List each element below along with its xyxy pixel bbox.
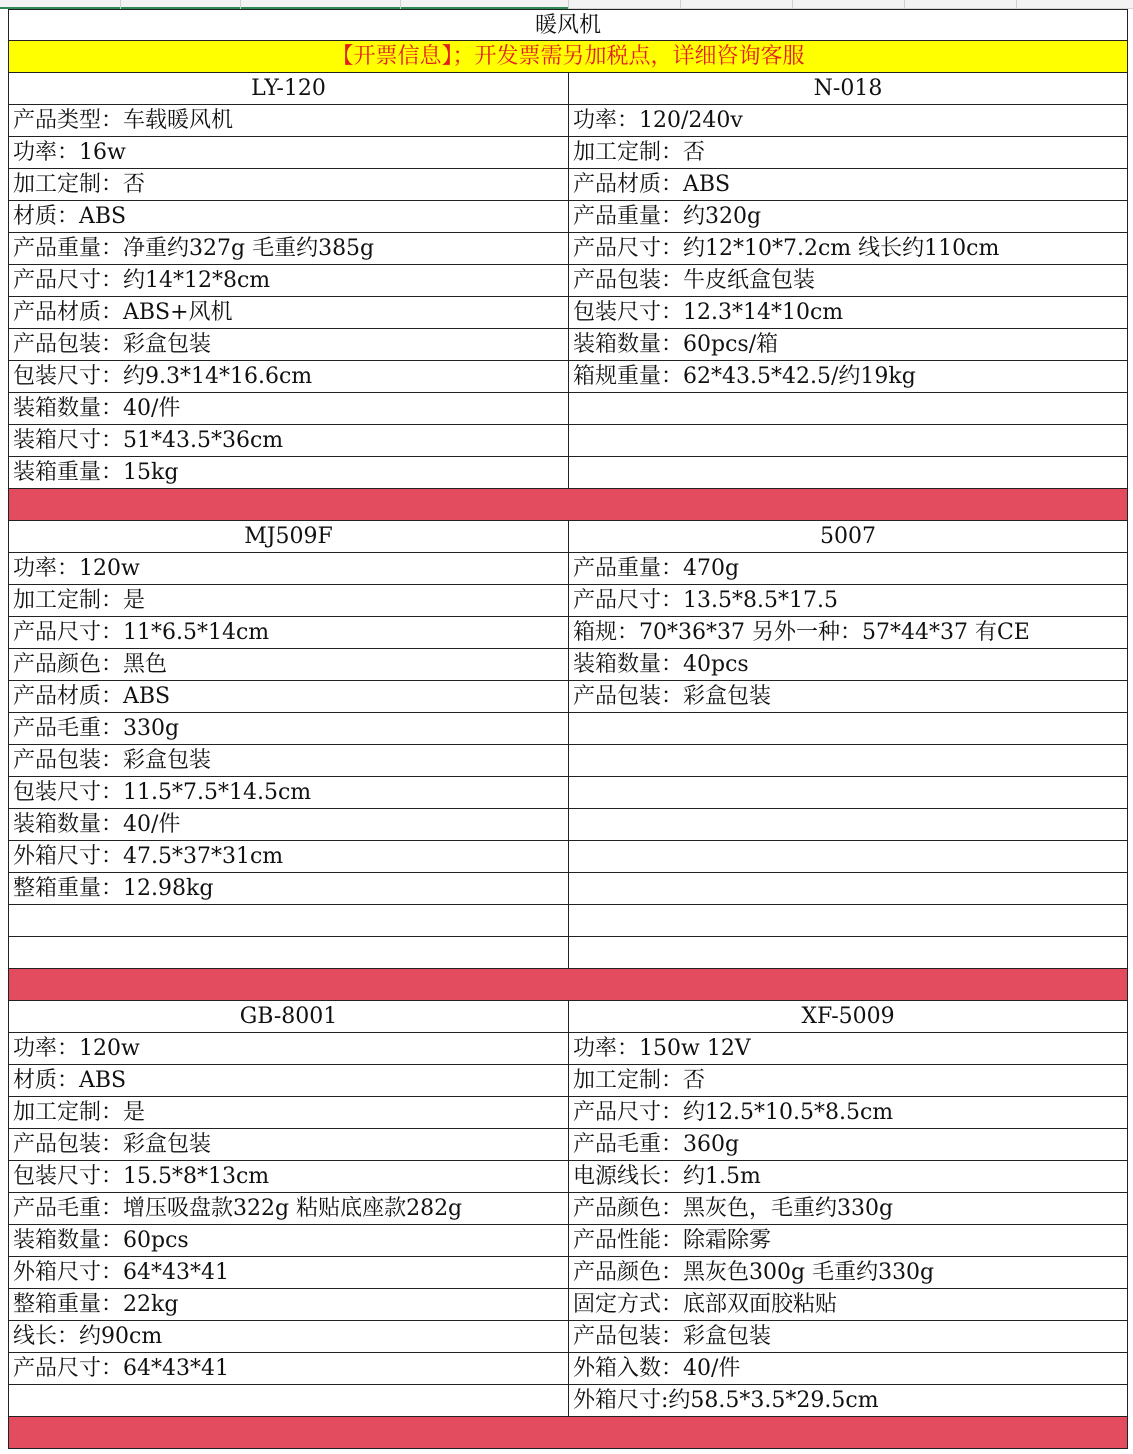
spec-cell[interactable]: 装箱数量：60pcs xyxy=(8,1225,568,1256)
spec-cell[interactable]: 产品尺寸：约12.5*10.5*8.5cm xyxy=(568,1097,1128,1128)
spec-cell[interactable]: 产品尺寸：约12*10*7.2cm 线长约110cm xyxy=(568,233,1128,264)
spec-cell[interactable]: 产品毛重：增压吸盘款322g 粘贴底座款282g xyxy=(8,1193,568,1224)
spec-cell[interactable] xyxy=(568,873,1128,904)
spec-cell[interactable]: 箱规：70*36*37 另外一种：57*44*37 有CE xyxy=(568,617,1128,648)
column-divider xyxy=(904,0,905,9)
spec-cell[interactable] xyxy=(8,905,568,936)
spec-row xyxy=(8,745,1128,777)
spec-cell[interactable]: 整箱重量：22kg xyxy=(8,1289,568,1320)
section-separator-row xyxy=(8,489,1128,521)
spec-row xyxy=(8,297,1128,329)
spec-cell[interactable]: 产品包装：彩盒包装 xyxy=(8,745,568,776)
spec-cell[interactable]: 包装尺寸：12.3*14*10cm xyxy=(568,297,1128,328)
spec-cell[interactable]: 产品性能：除霜除雾 xyxy=(568,1225,1128,1256)
spec-cell[interactable]: 产品材质：ABS+风机 xyxy=(8,297,568,328)
spec-cell[interactable]: 加工定制：否 xyxy=(568,137,1128,168)
spec-cell[interactable]: 装箱数量：40/件 xyxy=(8,393,568,424)
spec-row xyxy=(8,1289,1128,1321)
section-separator-row xyxy=(8,1417,1128,1449)
spec-cell[interactable]: 材质：ABS xyxy=(8,1065,568,1096)
spec-cell[interactable]: 功率：120/240v xyxy=(568,105,1128,136)
spec-row xyxy=(8,809,1128,841)
spec-row xyxy=(8,681,1128,713)
spec-cell[interactable]: 产品毛重：330g xyxy=(8,713,568,744)
spec-row xyxy=(8,1161,1128,1193)
spec-cell[interactable]: 装箱重量：15kg xyxy=(8,457,568,488)
model-name-cell[interactable]: LY-120 xyxy=(8,73,568,104)
spec-cell[interactable]: 产品类型：车载暖风机 xyxy=(8,105,568,136)
model-header-row xyxy=(8,1001,1128,1033)
spec-row xyxy=(8,329,1128,361)
spec-cell[interactable]: 线长：约90cm xyxy=(8,1321,568,1352)
spec-cell[interactable] xyxy=(568,809,1128,840)
model-name-cell[interactable]: 5007 xyxy=(568,521,1128,552)
spec-row xyxy=(8,137,1128,169)
spec-row xyxy=(8,1321,1128,1353)
separator-band xyxy=(8,489,1128,520)
spec-row xyxy=(8,1385,1128,1417)
column-divider xyxy=(568,0,569,9)
spec-cell[interactable]: 电源线长：约1.5m xyxy=(568,1161,1128,1192)
spec-cell[interactable] xyxy=(568,425,1128,456)
spec-row xyxy=(8,1225,1128,1257)
spec-cell[interactable]: 产品尺寸：64*43*41 xyxy=(8,1353,568,1384)
separator-band xyxy=(8,969,1128,1000)
spec-row xyxy=(8,553,1128,585)
spec-cell[interactable]: 外箱尺寸：47.5*37*31cm xyxy=(8,841,568,872)
spec-row xyxy=(8,1193,1128,1225)
spec-cell[interactable]: 整箱重量：12.98kg xyxy=(8,873,568,904)
model-name-cell[interactable]: MJ509F xyxy=(8,521,568,552)
column-divider xyxy=(120,0,121,9)
spec-cell[interactable]: 箱规重量：62*43.5*42.5/约19kg xyxy=(568,361,1128,392)
spec-row xyxy=(8,1257,1128,1289)
spec-row xyxy=(8,649,1128,681)
column-divider xyxy=(680,0,681,9)
spec-row xyxy=(8,169,1128,201)
spec-cell[interactable]: 产品尺寸：11*6.5*14cm xyxy=(8,617,568,648)
spec-row xyxy=(8,1129,1128,1161)
product-sections xyxy=(8,73,1128,1449)
spec-cell[interactable]: 加工定制：是 xyxy=(8,1097,568,1128)
spec-row xyxy=(8,425,1128,457)
spec-cell[interactable]: 产品颜色：黑灰色300g 毛重约330g xyxy=(568,1257,1128,1288)
spec-cell[interactable]: 产品包装：彩盒包装 xyxy=(568,681,1128,712)
spec-row xyxy=(8,937,1128,969)
spec-cell[interactable]: 功率：150w 12V xyxy=(568,1033,1128,1064)
spec-cell[interactable]: 加工定制：是 xyxy=(8,585,568,616)
spec-row xyxy=(8,617,1128,649)
spec-cell[interactable]: 产品颜色：黑色 xyxy=(8,649,568,680)
spec-row xyxy=(8,201,1128,233)
spec-cell[interactable] xyxy=(8,1385,568,1416)
spec-row xyxy=(8,1065,1128,1097)
spec-cell[interactable]: 加工定制：否 xyxy=(568,1065,1128,1096)
spec-cell[interactable] xyxy=(568,457,1128,488)
sheet-title-cell[interactable]: 暖风机 xyxy=(8,10,1128,40)
column-divider xyxy=(400,0,401,9)
spec-cell[interactable]: 产品包装：彩盒包装 xyxy=(8,1129,568,1160)
spec-cell[interactable]: 外箱尺寸：64*43*41 xyxy=(8,1257,568,1288)
spec-cell[interactable]: 产品材质：ABS xyxy=(568,169,1128,200)
spec-cell[interactable]: 产品尺寸：13.5*8.5*17.5 xyxy=(568,585,1128,616)
spec-row xyxy=(8,233,1128,265)
spec-cell[interactable]: 产品颜色：黑灰色，毛重约330g xyxy=(568,1193,1128,1224)
spec-cell[interactable] xyxy=(568,393,1128,424)
model-header-row xyxy=(8,73,1128,105)
spec-cell[interactable] xyxy=(568,745,1128,776)
spec-cell[interactable]: 包装尺寸：约9.3*14*16.6cm xyxy=(8,361,568,392)
column-divider xyxy=(240,0,241,9)
spec-cell[interactable]: 产品包装：彩盒包装 xyxy=(8,329,568,360)
spec-cell[interactable]: 加工定制：否 xyxy=(8,169,568,200)
spec-cell[interactable] xyxy=(8,937,568,968)
column-divider xyxy=(1016,0,1017,9)
spec-cell[interactable]: 包装尺寸：11.5*7.5*14.5cm xyxy=(8,777,568,808)
spec-cell[interactable]: 外箱尺寸:约58.5*3.5*29.5cm xyxy=(568,1385,1128,1416)
spec-row xyxy=(8,905,1128,937)
spec-cell[interactable] xyxy=(568,905,1128,936)
spec-row xyxy=(8,457,1128,489)
spec-row xyxy=(8,1033,1128,1065)
spec-cell[interactable]: 固定方式：底部双面胶粘贴 xyxy=(568,1289,1128,1320)
invoice-notice-cell[interactable]: 【开票信息】；开发票需另加税点，详细咨询客服 xyxy=(8,41,1128,72)
model-name-cell[interactable]: XF-5009 xyxy=(568,1001,1128,1032)
spec-row xyxy=(8,777,1128,809)
spec-row xyxy=(8,713,1128,745)
spec-cell[interactable]: 产品重量：约320g xyxy=(568,201,1128,232)
spec-cell[interactable]: 产品包装：牛皮纸盒包装 xyxy=(568,265,1128,296)
spec-cell[interactable]: 装箱数量：60pcs/箱 xyxy=(568,329,1128,360)
spec-row xyxy=(8,265,1128,297)
spec-cell[interactable]: 产品包装：彩盒包装 xyxy=(568,1321,1128,1352)
spec-row xyxy=(8,873,1128,905)
selected-column-indicator xyxy=(0,0,568,9)
spec-cell[interactable]: 功率：120w xyxy=(8,1033,568,1064)
spec-cell[interactable]: 功率：120w xyxy=(8,553,568,584)
model-name-cell[interactable]: GB-8001 xyxy=(8,1001,568,1032)
separator-band xyxy=(8,1417,1128,1448)
spreadsheet-grid xyxy=(8,9,1128,1449)
spec-cell[interactable] xyxy=(568,841,1128,872)
spec-cell[interactable]: 产品材质：ABS xyxy=(8,681,568,712)
spec-cell[interactable]: 外箱入数：40/件 xyxy=(568,1353,1128,1384)
spec-cell[interactable]: 产品尺寸：约14*12*8cm xyxy=(8,265,568,296)
spec-cell[interactable]: 产品重量：470g xyxy=(568,553,1128,584)
spec-cell[interactable] xyxy=(568,777,1128,808)
spec-row xyxy=(8,1353,1128,1385)
spec-cell[interactable] xyxy=(568,937,1128,968)
column-divider xyxy=(792,0,793,9)
model-name-cell[interactable]: N-018 xyxy=(568,73,1128,104)
spec-row xyxy=(8,105,1128,137)
spec-row xyxy=(8,393,1128,425)
spec-row xyxy=(8,841,1128,873)
spec-cell[interactable]: 产品重量：净重约327g 毛重约385g xyxy=(8,233,568,264)
spec-cell[interactable]: 装箱数量：40pcs xyxy=(568,649,1128,680)
spec-row xyxy=(8,585,1128,617)
spec-cell[interactable]: 功率：16w xyxy=(8,137,568,168)
spec-row xyxy=(8,1097,1128,1129)
spec-cell[interactable]: 材质：ABS xyxy=(8,201,568,232)
column-header-strip xyxy=(0,0,1133,9)
spec-cell[interactable]: 包装尺寸：15.5*8*13cm xyxy=(8,1161,568,1192)
model-header-row xyxy=(8,521,1128,553)
spec-cell[interactable]: 产品毛重：360g xyxy=(568,1129,1128,1160)
spec-cell[interactable]: 装箱数量：40/件 xyxy=(8,809,568,840)
spec-cell[interactable] xyxy=(568,713,1128,744)
spec-row xyxy=(8,361,1128,393)
spec-cell[interactable]: 装箱尺寸：51*43.5*36cm xyxy=(8,425,568,456)
section-separator-row xyxy=(8,969,1128,1001)
